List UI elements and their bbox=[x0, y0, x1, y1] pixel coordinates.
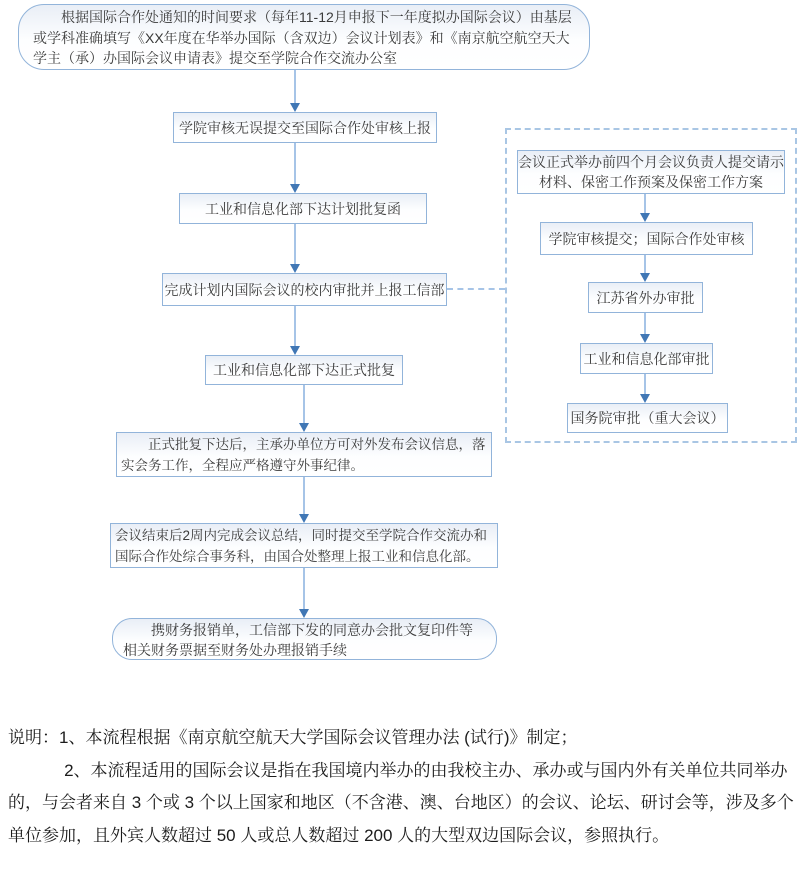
side-step-college-intl-review: 学院审核提交；国际合作处审核 bbox=[540, 222, 753, 255]
flow-arrow-down-icon bbox=[303, 477, 305, 514]
flow-arrow-down-icon bbox=[294, 70, 296, 103]
flow-arrow-down-icon bbox=[294, 143, 296, 184]
flow-step-publish-info: 正式批复下达后，主承办单位方可对外发布会议信息，落实会务工作，全程应严格遵守外事纪律。 bbox=[116, 432, 492, 477]
flow-arrow-down-icon bbox=[644, 194, 646, 213]
side-step-submit-materials: 会议正式举办前四个月会议负责人提交请示材料、保密工作预案及保密工作方案 bbox=[517, 150, 785, 194]
flow-step-miit-plan-reply: 工业和信息化部下达计划批复函 bbox=[179, 193, 427, 224]
note-line-2: 2、本流程适用的国际会议是指在我国境内举办的由我校主办、承办或与国内外有关单位共同举办的，与会者来自 3 个或 3 个以上国家和地区（不含港、澳、台地区）的会议、论坛、研讨会等，涉及多个单位参加，且外宾人数超过 50 人或总人数超过 200 人的大型双边国际会议，参照执行。 bbox=[8, 760, 794, 845]
side-step-miit-approval: 工业和信息化部审批 bbox=[580, 343, 713, 374]
flow-step-miit-formal-reply: 工业和信息化部下达正式批复 bbox=[205, 355, 403, 385]
note-line-1: 说明：1、本流程根据《南京航空航天大学国际会议管理办法 (试行)》制定； bbox=[8, 728, 578, 747]
side-step-state-council-approval: 国务院审批（重大会议） bbox=[567, 403, 728, 433]
flow-arrow-down-icon bbox=[294, 306, 296, 346]
flow-arrow-down-icon bbox=[644, 313, 646, 334]
flow-step-reimbursement: 携财务报销单，工信部下发的同意办会批文复印件等相关财务票据至财务处办理报销手续 bbox=[112, 618, 497, 660]
flow-step-annual-application: 根据国际合作处通知的时间要求（每年11-12月申报下一年度拟办国际会议）由基层或学科准确填写《XX年度在华举办国际（含双边）会议计划表》和《南京航空航空天大学主（承）办国际会议申请表》提交至学院合作交流办公室 bbox=[18, 4, 590, 70]
flow-arrow-down-icon bbox=[303, 385, 305, 423]
dashed-connector-line bbox=[447, 288, 505, 290]
flow-arrow-down-icon bbox=[294, 224, 296, 264]
notes-section bbox=[8, 722, 794, 852]
flow-step-summary-report: 会议结束后2周内完成会议总结，同时提交至学院合作交流办和国际合作处综合事务科，由国合处整理上报工业和信息化部。 bbox=[110, 523, 498, 568]
flow-arrow-down-icon bbox=[644, 374, 646, 394]
flow-arrow-down-icon bbox=[644, 255, 646, 273]
flow-arrow-down-icon bbox=[303, 568, 305, 609]
flow-step-college-review: 学院审核无误提交至国际合作处审核上报 bbox=[173, 112, 437, 143]
flow-step-campus-approval: 完成计划内国际会议的校内审批并上报工信部 bbox=[162, 273, 447, 306]
side-step-jiangsu-fao-approval: 江苏省外办审批 bbox=[588, 282, 703, 313]
